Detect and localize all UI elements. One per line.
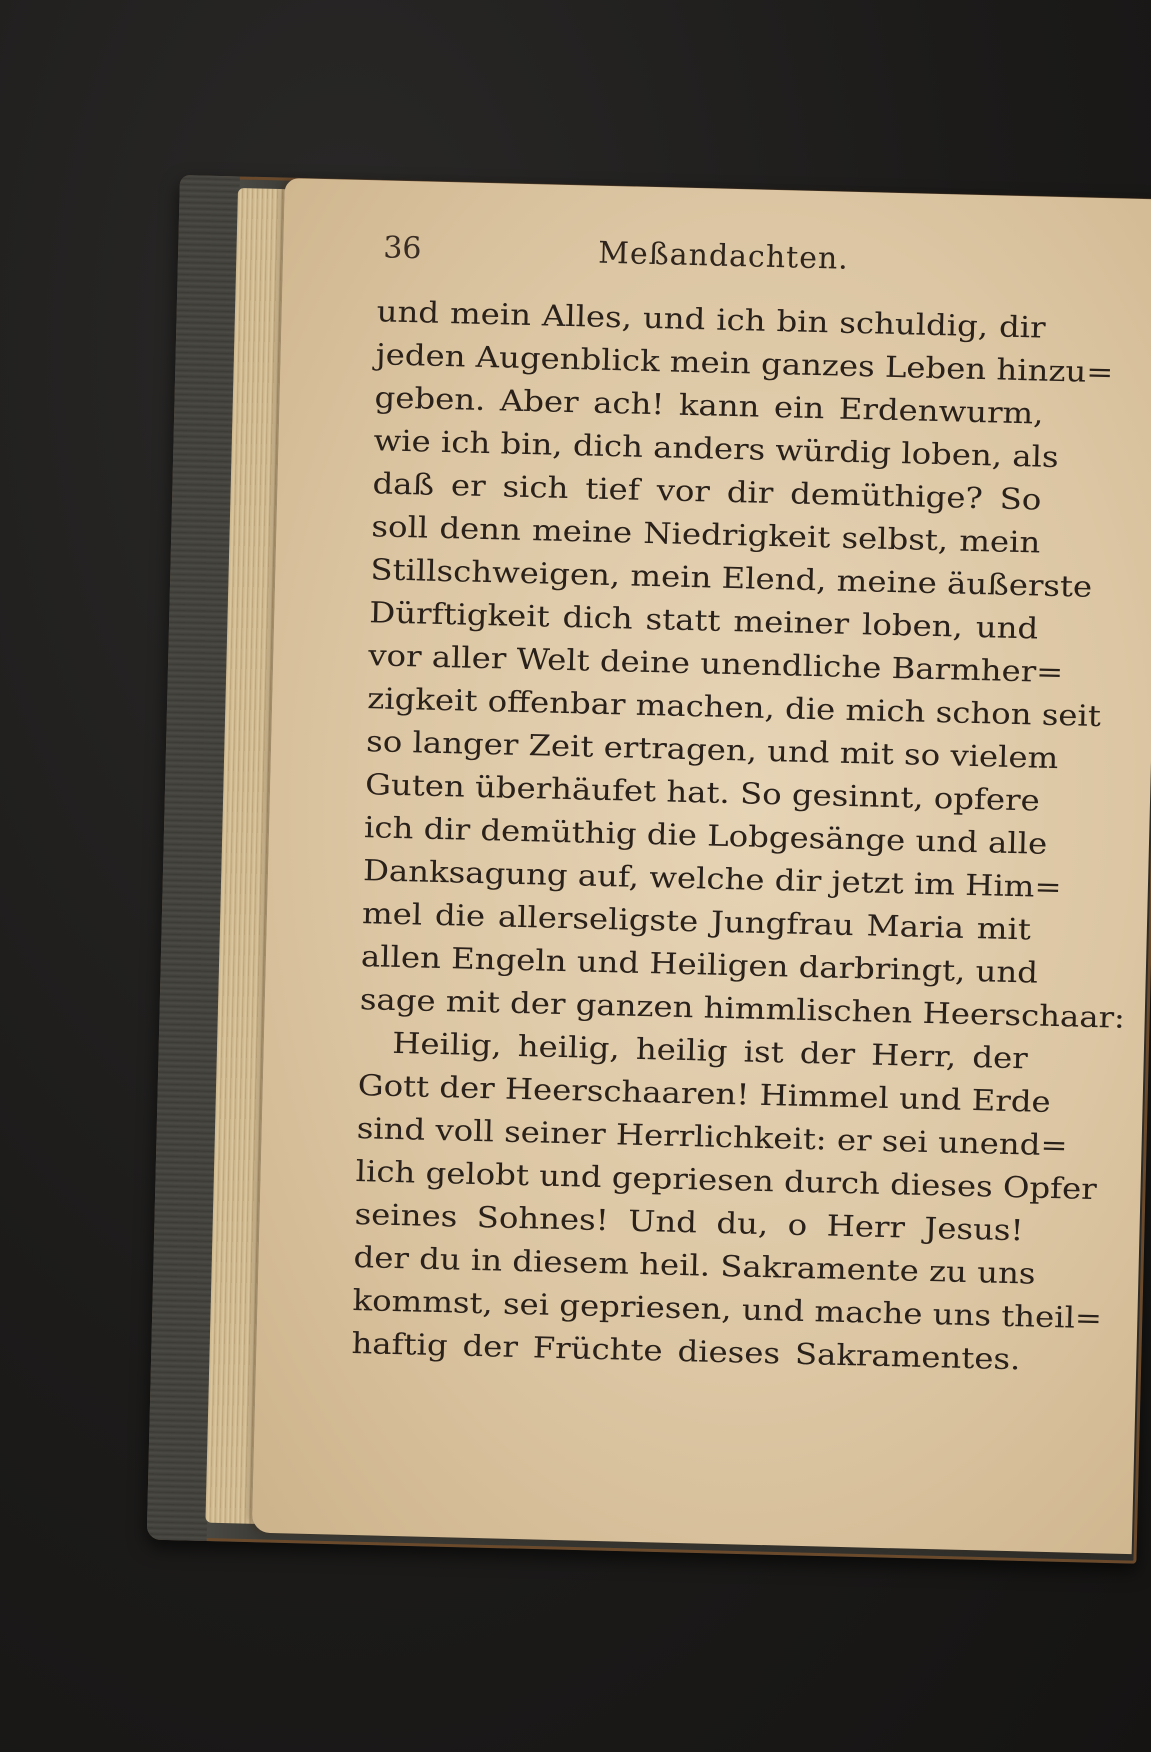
text-line: so langer Zeit ertragen, und mit so vielem	[365, 724, 1059, 776]
text-line: mel die allerseligste Jungfrau Maria mit	[361, 896, 1032, 947]
text-line: soll denn meine Niedrigkeit selbst, mein	[371, 509, 1041, 560]
text-line: daß er sich tief vor dir demüthige? So	[372, 466, 1042, 517]
body-text	[351, 290, 1126, 1381]
text-line: der du in diesem heil. Sakramente zu uns	[353, 1240, 1036, 1291]
page-header	[383, 230, 1084, 287]
text-line: Guten überhäufet hat. So gesinnt, opfere	[364, 767, 1041, 818]
running-head: Meßandachten.	[597, 235, 850, 277]
text-line: und mein Alles, und ich bin schuldig, dir	[376, 294, 1046, 345]
text-line: geben. Aber ach! kann ein Erdenwurm,	[374, 380, 1044, 431]
text-line: Heilig, heilig, heilig ist der Herr, der	[391, 1025, 1029, 1076]
text-line: lich gelobt und gepriesen durch dieses Opfer	[355, 1154, 1098, 1207]
text-line: seines Sohnes! Und du, o Herr Jesus!	[354, 1197, 1024, 1248]
text-line: allen Engeln und Heiligen darbringt, und	[360, 939, 1039, 990]
book-page	[252, 178, 1151, 1554]
text-line: Stillschweigen, mein Elend, meine äußerste	[370, 552, 1093, 604]
text-line: sind voll seiner Herrlichkeit: er sei unend=	[356, 1111, 1068, 1163]
text-line: zigkeit offenbar machen, die mich schon seit	[366, 681, 1102, 734]
text-line: jeden Augenblick mein ganzes Leben hinzu=	[375, 337, 1114, 390]
text-line: sage mit der ganzen himmlischen Heerschaar:	[359, 982, 1126, 1035]
text-line: kommst, sei gepriesen, und mache uns theil=	[352, 1282, 1103, 1336]
page-number: 36	[382, 230, 422, 267]
text-line: Dürftigkeit dich statt meiner loben, und	[369, 595, 1039, 646]
text-line: vor aller Welt deine unendliche Barmher=	[367, 638, 1064, 690]
text-line: ich dir demüthig die Lobgesänge und alle	[363, 810, 1048, 861]
text-line: haftig der Früchte dieses Sakramentes.	[351, 1325, 1021, 1377]
text-line: Gott der Heerschaaren! Himmel und Erde	[357, 1068, 1052, 1119]
text-line: Danksagung auf, welche dir jetzt im Him=	[362, 853, 1062, 905]
text-line: wie ich bin, dich anders würdig loben, als	[373, 423, 1059, 474]
